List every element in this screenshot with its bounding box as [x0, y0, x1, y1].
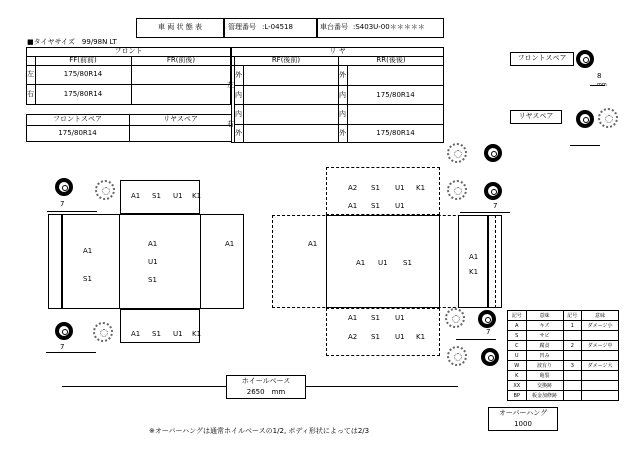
rear-top-k1: K1 [416, 184, 426, 192]
legend-meaning: 板金加修跡 [526, 391, 563, 401]
rear-bottom-wheel-icon-1 [445, 308, 465, 328]
front-left-a1: A1 [83, 247, 93, 255]
rear-section: リ ヤ [329, 47, 346, 55]
legend-level-meaning [582, 391, 619, 401]
mgmt-label: 管理番号 [228, 23, 256, 31]
rear-bot2-u1: U1 [395, 333, 405, 341]
rear-top2-u1: U1 [395, 202, 405, 210]
legend-meaning: 腐食 [526, 341, 563, 351]
rear-center-s1: S1 [403, 259, 412, 267]
rf-outer-1: 外 [235, 71, 242, 79]
rear-spare-tire-icon-1 [576, 110, 594, 128]
overhang-note: ※オーバーハングは通常ホイルベースの1/2, ボディ形状によっては2/3 [149, 427, 370, 435]
spare-depth: 8 [597, 72, 602, 80]
legend-level [563, 391, 582, 401]
legend-level: 1 [563, 321, 582, 331]
legend-meaning: サビ [526, 331, 563, 341]
legend-level: 2 [563, 341, 582, 351]
front-bumper [48, 214, 62, 309]
front-bottom-s1: S1 [152, 330, 161, 338]
rear-top-s1: S1 [371, 184, 380, 192]
front-depth-bottom: 7 [60, 343, 65, 351]
front-section: フロント [114, 47, 143, 55]
front-spare-box-label: フロントスペア [517, 54, 567, 62]
legend-table [507, 310, 619, 401]
rear-spare-box-label: リヤスペア [518, 112, 554, 120]
legend-code: C [508, 341, 527, 351]
legend-code: A [508, 321, 527, 331]
rear-bottom-axle [326, 308, 440, 356]
legend-level: 3 [563, 361, 582, 371]
overhang-label: オーバーハング [498, 409, 548, 417]
wheelbase-label: ホイールベース [241, 377, 291, 385]
front-top-u1: U1 [173, 192, 183, 200]
front-left-s1: S1 [83, 275, 92, 283]
legend-level [563, 371, 582, 381]
front-bottom-u1: U1 [173, 330, 183, 338]
rear-left-mark: 左 [227, 81, 234, 89]
legend-h3: 記号 [563, 311, 582, 321]
rear-right-k1: K1 [469, 268, 479, 276]
legend-meaning: 交換跡 [526, 381, 563, 391]
front-top-a1: A1 [131, 192, 141, 200]
chassis-label: 車台番号 [320, 23, 348, 31]
front-right-wheel-icon [93, 322, 113, 342]
wheelbase-value: 2650 mm [246, 388, 286, 396]
rf-inner-1: 内 [235, 91, 242, 99]
rear-left-a1: A1 [308, 240, 318, 248]
legend-code: W [508, 361, 527, 371]
rear-spare-label: リヤスペア [163, 115, 198, 123]
rr-label: RR(後後) [376, 56, 406, 64]
rear-bot2-k1: K1 [416, 333, 426, 341]
rear-bot2-s1: S1 [371, 333, 380, 341]
rear-right-a1: A1 [469, 253, 479, 261]
legend-h4: 意味 [582, 311, 619, 321]
rear-top-tire-icon-1 [484, 144, 502, 162]
rear-bot-a1: A1 [348, 314, 358, 322]
front-center-a1: A1 [148, 240, 158, 248]
rear-depth-right: 7 [493, 202, 498, 210]
rr-left-inner-value: 175/80R14 [376, 91, 415, 99]
rear-depth-bottom: 7 [486, 328, 491, 336]
fr-label: FR(前後) [166, 56, 196, 64]
front-top-s1: S1 [152, 192, 161, 200]
legend-level-meaning: ダメージ小 [582, 321, 619, 331]
front-right-tire-icon [55, 322, 73, 340]
front-left-panel [62, 214, 120, 309]
rear-top-u1: U1 [395, 184, 405, 192]
front-center-u1: U1 [148, 258, 158, 266]
tire-size: ■タイヤサイズ 99/98N LT [27, 38, 117, 46]
rear-center-a1: A1 [356, 259, 366, 267]
legend-h1: 記号 [508, 311, 527, 321]
legend-h2: 意味 [526, 311, 563, 321]
legend-level [563, 331, 582, 341]
legend-meaning: キズ [526, 321, 563, 331]
legend-code: U [508, 351, 527, 361]
rear-top2-s1: S1 [371, 202, 380, 210]
ff-label: FF(前前) [69, 56, 97, 64]
rear-bot2-a2: A2 [348, 333, 358, 341]
legend-code: S [508, 331, 527, 341]
rr-inner-2: 内 [339, 110, 346, 118]
mgmt-value: :L-04518 [262, 23, 293, 31]
rf-outer-2: 外 [235, 129, 242, 137]
front-left-mark: 左 [27, 70, 34, 78]
rear-spare-wheel-icon [598, 108, 618, 128]
legend-meaning: 凹み [526, 351, 563, 361]
rf-label: RF(後前) [271, 56, 301, 64]
spare-mm: mm [597, 82, 607, 88]
rr-outer-1: 外 [339, 71, 346, 79]
rear-bumper [488, 215, 502, 308]
rear-top-wheel-icon-1 [447, 143, 467, 163]
legend-code: K [508, 371, 527, 381]
front-depth-left: 7 [60, 200, 65, 208]
rear-bottom-tire-icon-1 [478, 310, 496, 328]
legend-code: XX [508, 381, 527, 391]
front-right-a1: A1 [225, 240, 235, 248]
front-spare-value: 175/80R14 [58, 129, 97, 137]
rear-bottom-wheel-icon-2 [447, 346, 467, 366]
legend-level-meaning [582, 331, 619, 341]
rr-outer-2: 外 [339, 129, 346, 137]
ff-right-value: 175/80R14 [63, 90, 103, 98]
rear-top-a2: A2 [348, 184, 358, 192]
rear-top-tire-icon-2 [484, 182, 502, 200]
front-center-s1: S1 [148, 276, 157, 284]
rear-right-mark: 右 [227, 120, 234, 128]
front-left-tire-icon [55, 178, 73, 196]
rear-center-u1: U1 [378, 259, 388, 267]
legend-level-meaning [582, 351, 619, 361]
ff-left-value: 175/80R14 [63, 70, 103, 78]
front-bottom-a1: A1 [131, 330, 141, 338]
front-left-wheel-icon [95, 180, 115, 200]
overhang-value: 1000 [514, 420, 532, 428]
rear-top2-a1: A1 [348, 202, 358, 210]
front-spare-label: フロントスペア [53, 115, 102, 123]
front-bottom-k1: K1 [192, 330, 202, 338]
front-right-panel [200, 214, 244, 309]
rr-inner-1: 内 [339, 91, 346, 99]
legend-meaning: 亀裂 [526, 371, 563, 381]
legend-level [563, 381, 582, 391]
rr-right-outer-value: 175/80R14 [376, 129, 415, 137]
legend-level-meaning: ダメージ大 [582, 361, 619, 371]
rear-bot-u1: U1 [395, 314, 405, 322]
front-right-mark: 右 [27, 90, 34, 98]
chassis-value: :S403U-00＊＊＊＊＊ [353, 23, 425, 31]
rf-inner-2: 内 [235, 110, 242, 118]
legend-level-meaning [582, 371, 619, 381]
front-spare-tire-icon [576, 50, 594, 68]
legend-level-meaning: ダメージ中 [582, 341, 619, 351]
header-title: 車 両 状 態 表 [158, 23, 202, 31]
legend-level [563, 351, 582, 361]
legend-meaning: 波有り [526, 361, 563, 371]
legend-level-meaning [582, 381, 619, 391]
legend-code: BP [508, 391, 527, 401]
rear-bot-s1: S1 [371, 314, 380, 322]
front-top-k1: K1 [192, 192, 202, 200]
rear-bottom-tire-icon-2 [481, 348, 499, 366]
rear-top-wheel-icon-2 [447, 180, 467, 200]
